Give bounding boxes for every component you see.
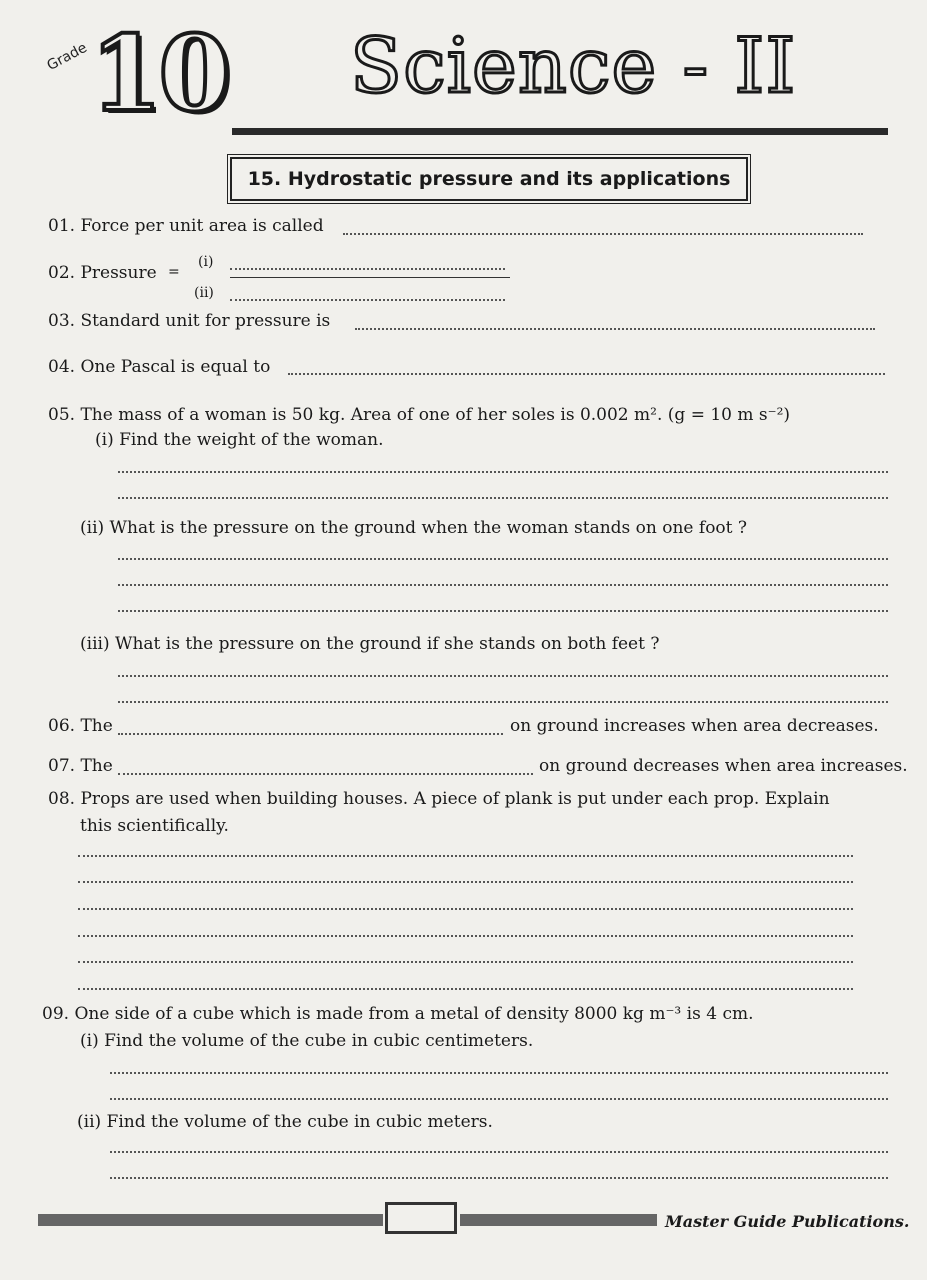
title-underline xyxy=(232,128,888,135)
answer-line xyxy=(78,961,853,963)
question-04: 04. One Pascal is equal to xyxy=(48,357,271,377)
answer-line xyxy=(343,233,863,235)
footer-bar-left xyxy=(38,1214,383,1226)
answer-line xyxy=(118,558,888,560)
question-07: 07. The xyxy=(48,756,113,776)
question-05-part-ii: (ii) What is the pressure on the ground when the woman stands on one foot ? xyxy=(80,518,748,538)
footer-bar-right xyxy=(460,1214,657,1226)
answer-line xyxy=(110,1177,888,1179)
grade-number: 10 xyxy=(90,12,227,135)
answer-blank xyxy=(118,773,533,775)
question-07-end: on ground decreases when area increases. xyxy=(539,756,908,776)
answer-line xyxy=(118,701,888,703)
answer-line xyxy=(118,675,888,677)
answer-line xyxy=(78,855,853,857)
answer-line xyxy=(110,1098,888,1100)
answer-line xyxy=(78,908,853,910)
denominator-blank xyxy=(230,299,505,301)
answer-blank xyxy=(118,733,503,735)
question-08: 08. Props are used when building houses. A piece of plank is put under each prop. Explain xyxy=(48,789,830,809)
question-09-part-i: (i) Find the volume of the cube in cubic centimeters. xyxy=(80,1031,534,1051)
numerator-blank xyxy=(230,268,505,270)
grade-label: Grade xyxy=(44,39,90,74)
question-05-part-i: (i) Find the weight of the woman. xyxy=(95,430,384,450)
equals-sign: = xyxy=(168,264,180,280)
question-06-end: on ground increases when area decreases. xyxy=(510,716,879,736)
question-09-part-ii: (ii) Find the volume of the cube in cubic meters. xyxy=(77,1112,493,1132)
question-02: 02. Pressure xyxy=(48,263,157,283)
fraction-bar xyxy=(230,277,510,278)
question-09: 09. One side of a cube which is made from a metal of density 8000 kg m⁻³ is 4 cm. xyxy=(42,1004,754,1024)
denominator-label: (ii) xyxy=(194,285,214,301)
answer-line xyxy=(288,373,885,375)
answer-line xyxy=(355,328,875,330)
question-05-part-iii: (iii) What is the pressure on the ground if she stands on both feet ? xyxy=(80,634,660,654)
answer-line xyxy=(78,935,853,937)
question-06: 06. The xyxy=(48,716,113,736)
question-05: 05. The mass of a woman is 50 kg. Area of one of her soles is 0.002 m². (g = 10 m s⁻²) xyxy=(48,405,791,425)
answer-line xyxy=(78,881,853,883)
numerator-label: (i) xyxy=(198,254,214,270)
page-number-box xyxy=(385,1202,457,1234)
question-01: 01. Force per unit area is called xyxy=(48,216,324,236)
answer-line xyxy=(78,988,853,990)
answer-line xyxy=(118,584,888,586)
answer-line xyxy=(118,471,888,473)
question-08-continued: this scientifically. xyxy=(80,816,229,836)
publisher-name: Master Guide Publications. xyxy=(665,1212,910,1231)
answer-line xyxy=(110,1072,888,1074)
chapter-title-text: 15. Hydrostatic pressure and its applications xyxy=(247,168,731,190)
answer-line xyxy=(110,1151,888,1153)
chapter-title xyxy=(230,157,748,201)
answer-line xyxy=(118,497,888,499)
answer-line xyxy=(118,610,888,612)
subject-title: Science - II xyxy=(350,21,797,110)
question-03: 03. Standard unit for pressure is xyxy=(48,311,331,331)
